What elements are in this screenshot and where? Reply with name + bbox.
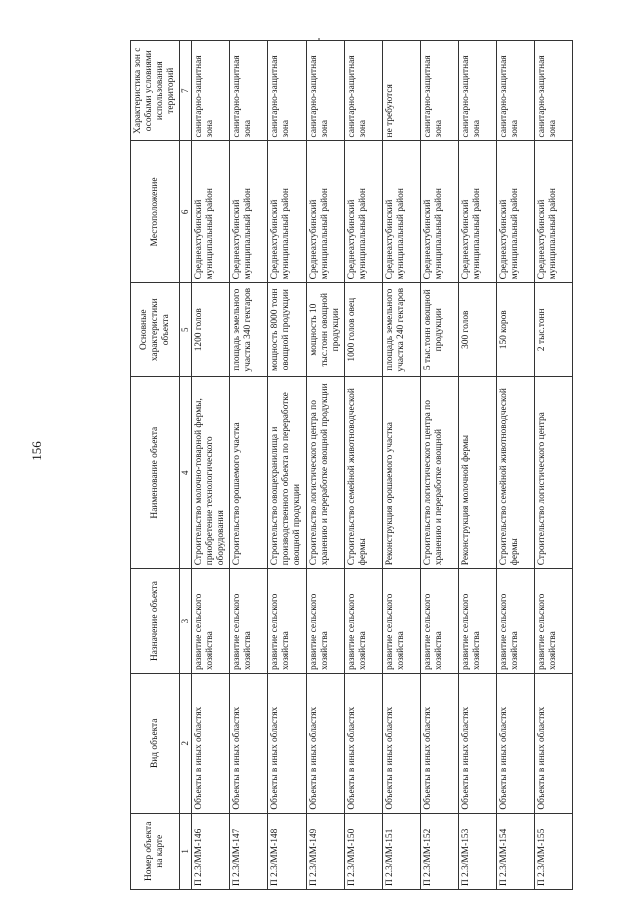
header-kind: Вид объекта	[131, 673, 180, 813]
cell-object-purpose: развитие сельского хозяйства	[420, 569, 458, 674]
cell-object-purpose: развитие сельского хозяйства	[458, 569, 496, 674]
column-number: 1	[180, 813, 192, 889]
cell-zone-characteristics: санитарно-защитная зона	[344, 41, 382, 141]
header-purpose: Назначение объекта	[131, 569, 180, 674]
cell-object-name: Строительство логистического центра	[534, 377, 572, 569]
cell-object-characteristics: 150 коров	[496, 283, 534, 377]
cell-object-name: Строительство логистического центра по хранению и переработке овощной	[420, 377, 458, 569]
cell-zone-characteristics: санитарно-защитная зона	[268, 41, 306, 141]
cell-object-location: Среднеахтубинский муниципальный район	[191, 141, 229, 283]
table-row	[496, 41, 534, 890]
cell-object-location: Среднеахтубинский муниципальный район	[344, 141, 382, 283]
column-number: 7	[180, 41, 192, 141]
cell-zone-characteristics: санитарно-защитная зона	[306, 41, 344, 141]
cell-object-kind: Объекты в иных областях	[344, 673, 382, 813]
cell-object-name: Строительство семейной животноводческой фермы	[496, 377, 534, 569]
page-number: 156	[29, 441, 44, 461]
column-number: 4	[180, 377, 192, 569]
header-name: Наименование объекта	[131, 377, 180, 569]
cell-object-kind: Объекты в иных областях	[306, 673, 344, 813]
cell-object-number: П 2.3/ММ-146	[191, 813, 229, 889]
cell-object-characteristics: 2 тыс.тонн	[534, 283, 572, 377]
table-row	[230, 41, 268, 890]
cell-object-characteristics: площадь земельного участка 340 гектаров	[230, 283, 268, 377]
cell-object-kind: Объекты в иных областях	[382, 673, 420, 813]
objects-table	[130, 40, 573, 890]
cell-object-characteristics: 1000 голов овец	[344, 283, 382, 377]
header-row	[131, 41, 180, 890]
cell-zone-characteristics: санитарно-защитная зона	[534, 41, 572, 141]
cell-object-purpose: развитие сельского хозяйства	[191, 569, 229, 674]
cell-object-name: Реконструкция орошаемого участка	[382, 377, 420, 569]
cell-object-kind: Объекты в иных областях	[420, 673, 458, 813]
cell-object-number: П 2.3/ММ-150	[344, 813, 382, 889]
cell-object-characteristics: мощность 10 тыс.тонн овощной продукции	[306, 283, 344, 377]
cell-object-number: П 2.3/ММ-148	[268, 813, 306, 889]
cell-object-number: П 2.3/ММ-149	[306, 813, 344, 889]
cell-object-number: П 2.3/ММ-152	[420, 813, 458, 889]
cell-object-location: Среднеахтубинский муниципальный район	[382, 141, 420, 283]
cell-zone-characteristics: санитарно-защитная зона	[458, 41, 496, 141]
column-number: 3	[180, 569, 192, 674]
cell-object-number: П 2.3/ММ-151	[382, 813, 420, 889]
cell-zone-characteristics: не требуются	[382, 41, 420, 141]
table-row	[458, 41, 496, 890]
column-number: 6	[180, 141, 192, 283]
cell-object-kind: Объекты в иных областях	[191, 673, 229, 813]
cell-object-kind: Объекты в иных областях	[534, 673, 572, 813]
cell-object-characteristics: 300 голов	[458, 283, 496, 377]
cell-object-number: П 2.3/ММ-147	[230, 813, 268, 889]
objects-table-sheet	[130, 40, 620, 890]
cell-object-characteristics: площадь земельного участка 240 гектаров	[382, 283, 420, 377]
table-row	[420, 41, 458, 890]
cell-object-purpose: развитие сельского хозяйства	[496, 569, 534, 674]
cell-object-characteristics: мощность 8000 тонн овощной продукции	[268, 283, 306, 377]
cell-object-kind: Объекты в иных областях	[230, 673, 268, 813]
cell-object-kind: Объекты в иных областях	[458, 673, 496, 813]
cell-object-location: Среднеахтубинский муниципальный район	[496, 141, 534, 283]
column-number: 2	[180, 673, 192, 813]
cell-object-name: Реконструкция молочной фермы	[458, 377, 496, 569]
cell-object-name: Строительство молочно-товарной фермы, приобретение технологического оборудования	[191, 377, 229, 569]
cell-object-location: Среднеахтубинский муниципальный район	[458, 141, 496, 283]
header-characteristics: Основные характеристики объекта	[131, 283, 180, 377]
column-number: 5	[180, 283, 192, 377]
cell-object-purpose: развитие сельского хозяйства	[268, 569, 306, 674]
cell-object-location: Среднеахтубинский муниципальный район	[306, 141, 344, 283]
cell-object-purpose: развитие сельского хозяйства	[344, 569, 382, 674]
cell-object-kind: Объекты в иных областях	[496, 673, 534, 813]
table-row	[306, 41, 344, 890]
cell-object-name: Строительство орошаемого участка	[230, 377, 268, 569]
cell-zone-characteristics: санитарно-защитная зона	[191, 41, 229, 141]
table-row	[191, 41, 229, 890]
cell-object-location: Среднеахтубинский муниципальный район	[230, 141, 268, 283]
cell-object-location: Среднеахтубинский муниципальный район	[420, 141, 458, 283]
cell-object-number: П 2.3/ММ-153	[458, 813, 496, 889]
column-number-row	[180, 41, 192, 890]
cell-object-location: Среднеахтубинский муниципальный район	[268, 141, 306, 283]
cell-object-purpose: развитие сельского хозяйства	[382, 569, 420, 674]
header-number: Номер объекта на карте	[131, 813, 180, 889]
header-location: Местоположение	[131, 141, 180, 283]
table-row	[268, 41, 306, 890]
cell-object-number: П 2.3/ММ-155	[534, 813, 572, 889]
cell-object-kind: Объекты в иных областях	[268, 673, 306, 813]
cell-object-name: Строительство логистического центра по хранению и переработке овощной продукции	[306, 377, 344, 569]
cell-zone-characteristics: санитарно-защитная зона	[496, 41, 534, 141]
cell-object-purpose: развитие сельского хозяйства	[306, 569, 344, 674]
cell-object-number: П 2.3/ММ-154	[496, 813, 534, 889]
cell-object-characteristics: 1200 голов	[191, 283, 229, 377]
cell-zone-characteristics: санитарно-защитная зона	[420, 41, 458, 141]
header-zones: Характеристика зон с особыми условиями использования территорий	[131, 41, 180, 141]
cell-object-purpose: развитие сельского хозяйства	[534, 569, 572, 674]
cell-zone-characteristics: санитарно-защитная зона	[230, 41, 268, 141]
cell-object-name: Строительство овощехранилища и производственного объекта по переработке овощной продукции	[268, 377, 306, 569]
cell-object-name: Строительство семейной животноводческой фермы	[344, 377, 382, 569]
cell-object-location: Среднеахтубинский муниципальный район	[534, 141, 572, 283]
cell-object-purpose: развитие сельского хозяйства	[230, 569, 268, 674]
table-row	[534, 41, 572, 890]
table-row	[344, 41, 382, 890]
table-row	[382, 41, 420, 890]
cell-object-characteristics: 5 тыс.тонн овощной продукции	[420, 283, 458, 377]
